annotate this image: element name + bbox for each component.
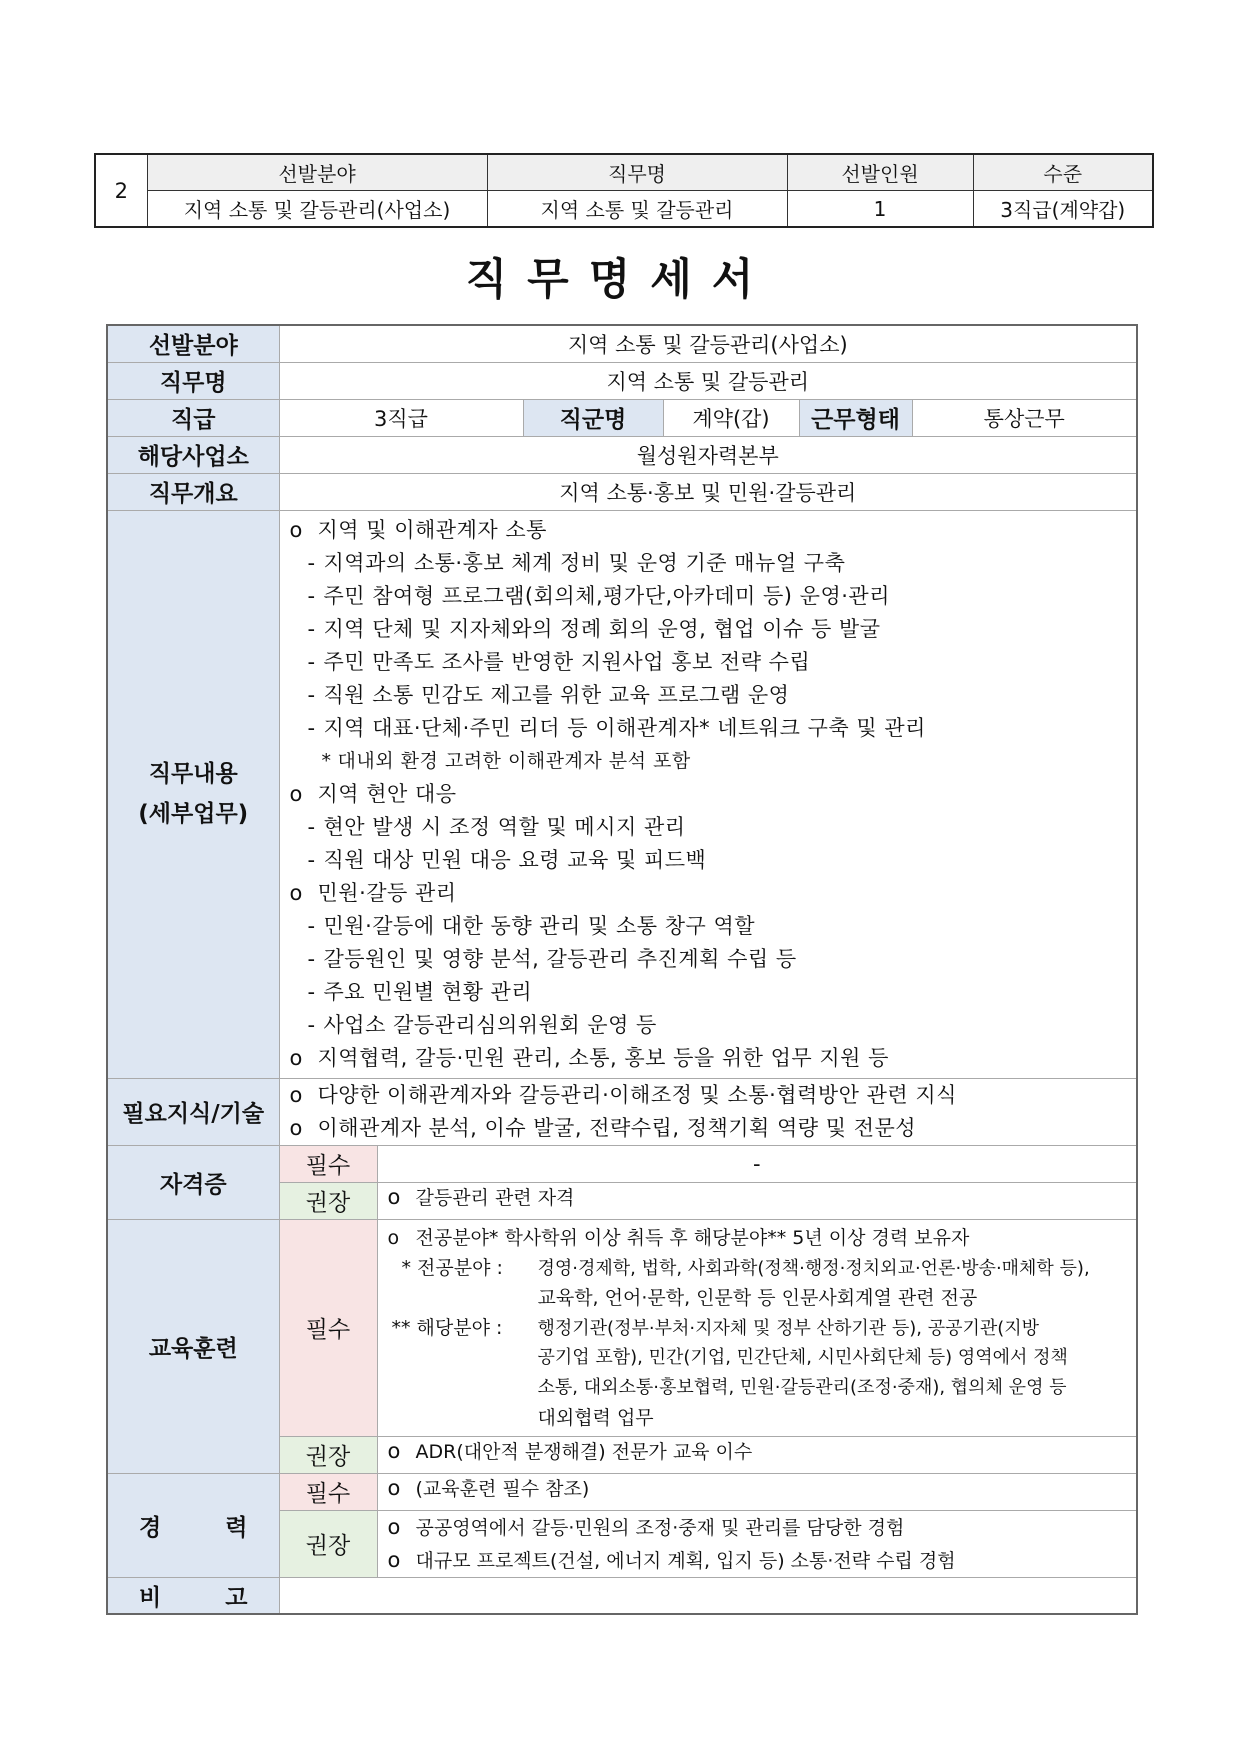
duty-text: 주민 만족도 조사를 반영한 지원사업 홍보 전략 수립 [323, 649, 811, 674]
duty-text: 대내외 환경 고려한 이해관계자 분석 포함 [337, 749, 691, 772]
bullet-symbol: o [387, 1547, 401, 1572]
duty-text: 갈등원인 및 영향 분석, 갈등관리 추진계획 수립 등 [323, 946, 797, 971]
bullet-symbol: o [289, 1115, 303, 1140]
job-value: 지역 소통 및 갈등관리 [279, 362, 1137, 399]
job-label: 직무명 [107, 362, 279, 399]
duties-label [107, 510, 279, 1078]
duty-bullet: - [307, 715, 316, 740]
summary-table [94, 153, 1154, 228]
duty-bullet: o [289, 1045, 303, 1070]
summary-level-value: 3직급(계약갑) [973, 191, 1153, 228]
remarks-value [279, 1577, 1137, 1614]
career-recommended-item [388, 1544, 1127, 1577]
skill-item [290, 1112, 1127, 1145]
edu-required-label: 필수 [279, 1219, 377, 1436]
edu-required-content [377, 1219, 1137, 1436]
duties-list [290, 514, 1127, 1075]
duty-item [290, 679, 1127, 712]
document-title: 직무명세서 [465, 255, 774, 305]
duty-bullet: - [307, 847, 316, 872]
field-label: 선발분야 [107, 325, 279, 362]
career-required-label: 필수 [279, 1473, 377, 1510]
career-recommended-label: 권장 [279, 1510, 377, 1577]
summary-header-level: 수준 [973, 154, 1153, 191]
skills-label: 필요지식/기술 [107, 1078, 279, 1145]
bullet-symbol: o [387, 1184, 401, 1209]
edu-note-field [388, 1313, 1127, 1343]
duty-item [290, 1009, 1127, 1042]
duty-item [290, 1042, 1127, 1075]
duty-text: 직원 대상 민원 대응 요령 교육 및 피드백 [323, 847, 707, 872]
duty-bullet: o [289, 781, 303, 806]
duty-item [290, 976, 1127, 1009]
duty-text: 지역 현안 대응 [317, 781, 457, 806]
skills-content [279, 1078, 1137, 1145]
career-required-text: (교육훈련 필수 참조) [415, 1477, 590, 1500]
duty-bullet: - [307, 913, 316, 938]
career-recommended-content [377, 1510, 1137, 1577]
row-site [107, 436, 1137, 473]
summary-header-job: 직무명 [487, 154, 787, 191]
cert-required-label: 필수 [279, 1145, 377, 1182]
duty-bullet: - [307, 616, 316, 641]
duty-item [290, 547, 1127, 580]
career-label: 경 력 [107, 1473, 279, 1577]
grade-label: 직급 [107, 399, 279, 436]
edu-recommended-text: ADR(대안적 분쟁해결) 전문가 교육 이수 [415, 1440, 753, 1463]
row-duties [107, 510, 1137, 1078]
summary-number: 2 [95, 154, 147, 227]
summary-header-field: 선발분야 [147, 154, 487, 191]
row-skills [107, 1078, 1137, 1145]
bullet-symbol: o [387, 1514, 401, 1539]
duties-label-line1: 직무내용 [148, 761, 238, 787]
duty-bullet: - [307, 649, 316, 674]
duty-item [290, 778, 1127, 811]
row-edu-required [107, 1219, 1137, 1436]
duty-bullet: o [289, 517, 303, 542]
bullet-symbol: o [387, 1475, 401, 1500]
skill-text: 이해관계자 분석, 이슈 발굴, 전략수립, 정책기획 역량 및 전문성 [317, 1115, 917, 1140]
edu-note-major-prefix: * 전공분야 : [401, 1256, 503, 1279]
job-spec-table [106, 324, 1138, 1615]
edu-note-field-prefix: ** 해당분야 : [391, 1316, 503, 1339]
group-value: 계약(갑) [663, 399, 799, 436]
career-recommended-text: 공공영역에서 갈등·민원의 조정·중재 및 관리를 담당한 경험 [415, 1516, 905, 1539]
row-summary [107, 473, 1137, 510]
group-label: 직군명 [523, 399, 663, 436]
duty-text: 지역 및 이해관계자 소통 [317, 517, 547, 542]
worktype-value: 통상근무 [912, 399, 1137, 436]
edu-note-field-line4: 대외협력 업무 [537, 1406, 654, 1429]
skill-text: 다양한 이해관계자와 갈등관리·이해조정 및 소통·협력방안 관련 지식 [317, 1082, 957, 1107]
duty-item [290, 613, 1127, 646]
duties-label-line2: (세부업무) [138, 801, 249, 827]
edu-note-field-line2: 공기업 포함), 민간(기업, 민간단체, 시민사회단체 등) 영역에서 정책 [537, 1346, 1068, 1368]
duty-item [290, 811, 1127, 844]
cert-recommended-text: 갈등관리 관련 자격 [415, 1186, 575, 1209]
duty-text: 주민 참여형 프로그램(회의체,평가단,아카데미 등) 운영·관리 [323, 583, 890, 608]
duty-text: 민원·갈등에 대한 동향 관리 및 소통 창구 역할 [323, 913, 756, 938]
duty-item [290, 877, 1127, 910]
edu-required-main [388, 1223, 1127, 1253]
duty-item [290, 712, 1127, 745]
duty-text: 지역협력, 갈등·민원 관리, 소통, 홍보 등을 위한 업무 지원 등 [317, 1045, 889, 1070]
duties-content [279, 510, 1137, 1078]
career-recommended-text: 대규모 프로젝트(건설, 에너지 계획, 입지 등) 소통·전략 수립 경험 [415, 1549, 956, 1572]
edu-note-major-line: 경영·경제학, 법학, 사회과학(정책·행정·정치외교·언론·방송·매체학 등), [537, 1257, 1090, 1279]
worktype-label: 근무형태 [799, 399, 912, 436]
duty-bullet: - [307, 979, 316, 1004]
duty-item [290, 910, 1127, 943]
career-recommended-item [388, 1511, 1127, 1544]
duty-bullet: - [307, 946, 316, 971]
duty-text: 지역 대표·단체·주민 리더 등 이해관계자* 네트워크 구축 및 관리 [323, 715, 926, 740]
cert-recommended-label: 권장 [279, 1182, 377, 1219]
duty-bullet: - [307, 583, 316, 608]
duty-bullet: * [321, 749, 332, 772]
summary-field-value: 지역 소통 및 갈등관리(사업소) [147, 191, 487, 228]
duty-bullet: - [307, 814, 316, 839]
edu-required-main-text: 전공분야* 학사학위 이상 취득 후 해당분야** 5년 이상 경력 보유자 [415, 1226, 970, 1249]
summary-value: 지역 소통·홍보 및 민원·갈등관리 [279, 473, 1137, 510]
duty-bullet: - [307, 1012, 316, 1037]
summary-job-value: 지역 소통 및 갈등관리 [487, 191, 787, 228]
edu-recommended-label: 권장 [279, 1436, 377, 1473]
summary-value-row [95, 191, 1153, 228]
duty-item [290, 844, 1127, 877]
edu-label: 교육훈련 [107, 1219, 279, 1473]
duty-bullet: - [307, 682, 316, 707]
row-grade [107, 399, 1137, 436]
row-remarks [107, 1577, 1137, 1614]
row-job [107, 362, 1137, 399]
edu-note-field-line: 행정기관(정부·부처·지자체 및 정부 산하기관 등), 공공기관(지방 [537, 1317, 1040, 1339]
duty-text: 사업소 갈등관리심의위원회 운영 등 [323, 1012, 657, 1037]
duty-bullet: - [307, 550, 316, 575]
row-career-required [107, 1473, 1137, 1510]
duty-item [290, 580, 1127, 613]
bullet-symbol: o [289, 1082, 303, 1107]
bullet-symbol: o [387, 1438, 401, 1463]
duty-item [290, 745, 1127, 778]
duty-text: 현안 발생 시 조정 역할 및 메시지 관리 [323, 814, 686, 839]
cert-required-value: - [377, 1145, 1137, 1182]
row-cert-required [107, 1145, 1137, 1182]
duty-text: 주요 민원별 현황 관리 [323, 979, 533, 1004]
cert-label: 자격증 [107, 1145, 279, 1219]
duty-item [290, 943, 1127, 976]
duty-text: 민원·갈등 관리 [317, 880, 457, 905]
summary-header-count: 선발인원 [787, 154, 973, 191]
remarks-label: 비 고 [107, 1577, 279, 1614]
site-value: 월성원자력본부 [279, 436, 1137, 473]
duty-text: 지역 단체 및 지자체와의 정례 회의 운영, 협업 이슈 등 발굴 [323, 616, 881, 641]
duty-item [290, 514, 1127, 547]
site-label: 해당사업소 [107, 436, 279, 473]
duty-text: 지역과의 소통·홍보 체계 정비 및 운영 기준 매뉴얼 구축 [323, 550, 846, 575]
edu-note-major [388, 1253, 1127, 1283]
edu-recommended-value [377, 1436, 1137, 1473]
edu-note-major-line2: 교육학, 언어·문학, 인문학 등 인문사회계열 관련 전공 [537, 1286, 978, 1309]
summary-header-row [95, 154, 1153, 191]
grade-value: 3직급 [279, 399, 523, 436]
summary-count-value: 1 [787, 191, 973, 228]
career-required-value [377, 1473, 1137, 1510]
row-field [107, 325, 1137, 362]
skill-item [290, 1079, 1127, 1112]
cert-recommended-value [377, 1182, 1137, 1219]
duty-bullet: o [289, 880, 303, 905]
summary-label: 직무개요 [107, 473, 279, 510]
edu-note-field-line3: 소통, 대외소통·홍보협력, 민원·갈등관리(조정·중재), 협의체 운영 등 [537, 1376, 1067, 1398]
field-value: 지역 소통 및 갈등관리(사업소) [279, 325, 1137, 362]
duty-text: 직원 소통 민감도 제고를 위한 교육 프로그램 운영 [323, 682, 790, 707]
duty-item [290, 646, 1127, 679]
bullet-symbol: o [387, 1226, 400, 1249]
